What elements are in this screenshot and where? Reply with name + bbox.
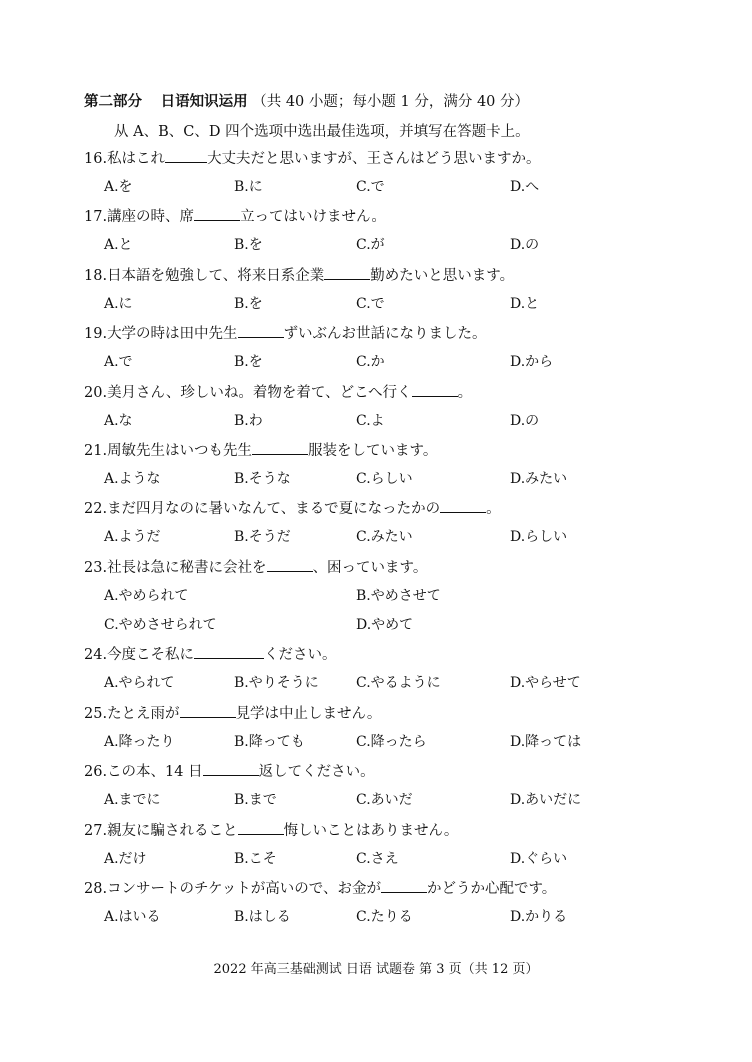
answer-option: D.らしい	[510, 529, 568, 546]
answer-option: B.やめさせて	[356, 587, 441, 604]
answer-option: D.から	[510, 354, 554, 371]
section-scoring: （共 40 小题；每小题 1 分，满分 40 分）	[252, 94, 529, 110]
answer-option: D.降っては	[510, 733, 582, 750]
question-stem	[84, 206, 386, 227]
question-number: 18.	[84, 267, 108, 284]
answer-option: C.やめさせられて	[104, 616, 217, 633]
question-text-after: 。	[486, 501, 501, 518]
question-text-before: 私はこれ	[107, 151, 166, 167]
question-stem	[84, 761, 375, 782]
question-number: 24.	[84, 647, 108, 664]
answer-blank	[194, 644, 264, 659]
option-row	[104, 177, 724, 197]
answer-option: D.やめて	[356, 616, 414, 633]
answer-option: D.かりる	[510, 908, 568, 925]
answer-option: B.そうな	[234, 470, 291, 487]
question-text-before: 今度こそ私に	[107, 647, 195, 664]
option-row	[104, 235, 724, 255]
answer-blank	[238, 323, 284, 338]
answer-option: D.やらせて	[510, 675, 581, 692]
answer-option: A.はいる	[104, 908, 161, 925]
question-text-before: 講座の時、席	[107, 209, 195, 226]
question-text-after: 。	[457, 384, 473, 401]
answer-blank	[194, 206, 240, 221]
question-text-before: 親友に騙されること	[107, 822, 238, 839]
answer-option: C.みたい	[356, 529, 413, 546]
answer-option: C.さえ	[356, 850, 399, 867]
answer-option: D.あいだに	[510, 792, 582, 809]
answer-option: B.に	[234, 179, 263, 195]
answer-option: B.を	[234, 237, 263, 254]
question-number: 28.	[84, 880, 108, 897]
answer-option: C.やるように	[356, 675, 441, 692]
question-number: 17.	[84, 209, 108, 226]
answer-blank	[412, 382, 458, 397]
question-stem	[84, 703, 381, 724]
answer-option: C.が	[356, 237, 385, 254]
option-row	[104, 411, 724, 431]
question-item	[84, 323, 724, 381]
answer-option: B.やりそうに	[234, 675, 319, 692]
question-text-before: 周敏先生はいつも先生	[107, 442, 253, 459]
option-row	[104, 907, 724, 927]
question-item	[84, 382, 724, 440]
answer-option: B.降っても	[234, 733, 305, 750]
answer-option: C.で	[356, 179, 385, 195]
question-stem	[84, 382, 472, 403]
question-item	[84, 557, 724, 645]
question-text-after: 服装をしています。	[308, 442, 438, 459]
question-text-after: 勤めたいと思います。	[370, 267, 515, 284]
option-row	[104, 469, 724, 489]
section-instruction: 从 A、B、C、D 四个选项中选出最佳选项，并填写在答题卡上。	[114, 124, 530, 140]
option-row	[104, 849, 724, 869]
answer-option: A.だけ	[104, 850, 147, 867]
option-row	[104, 352, 724, 372]
question-text-after: ずいぶんお世話になりました。	[283, 326, 487, 343]
question-number: 27.	[84, 822, 108, 839]
question-item	[84, 820, 724, 878]
question-text-before: コンサートのチケットが高いので、お金が	[107, 880, 381, 897]
question-text-after: 大丈夫だと思いますが、王さんはどう思いますか。	[207, 151, 541, 167]
answer-option: A.な	[104, 412, 133, 429]
answer-option: D.みたい	[510, 470, 568, 487]
section-part: 第二部分	[84, 93, 142, 110]
question-stem	[84, 440, 437, 461]
section-title: 日语知识运用	[160, 93, 248, 110]
answer-blank	[440, 498, 486, 513]
question-stem	[84, 878, 556, 899]
question-stem	[84, 557, 427, 578]
answer-option: C.らしい	[356, 470, 413, 487]
question-number: 23.	[84, 559, 108, 576]
question-item	[84, 148, 724, 206]
option-row	[104, 294, 724, 314]
option-row	[104, 790, 724, 810]
question-text-after: 見学は中止しません。	[235, 705, 382, 722]
question-text-after: 返してください。	[258, 764, 375, 781]
answer-blank	[180, 703, 236, 718]
answer-blank	[165, 148, 207, 163]
answer-option: B.はしる	[234, 908, 291, 925]
answer-option: B.そうだ	[234, 529, 291, 546]
answer-option: D.ぐらい	[510, 850, 568, 867]
answer-option: A.を	[104, 179, 133, 195]
question-item	[84, 703, 724, 761]
question-item	[84, 265, 724, 323]
answer-option: D.の	[510, 412, 540, 429]
answer-option: B.まで	[234, 792, 277, 809]
question-number: 21.	[84, 442, 108, 459]
option-row	[104, 586, 724, 636]
question-text-before: たとえ雨が	[107, 705, 180, 722]
question-text-before: 社長は急に秘書に会社を	[107, 559, 267, 576]
answer-blank	[267, 557, 313, 572]
option-row	[104, 732, 724, 752]
question-stem	[84, 323, 487, 344]
question-item	[84, 206, 724, 264]
question-number: 16.	[84, 151, 108, 167]
question-number: 26.	[84, 764, 108, 781]
question-item	[84, 761, 724, 819]
answer-option: D.へ	[510, 179, 540, 195]
question-stem	[84, 498, 501, 519]
answer-option: B.わ	[234, 412, 263, 429]
question-stem	[84, 148, 541, 169]
question-list	[84, 148, 724, 936]
answer-option: A.に	[104, 295, 133, 312]
question-text-after: 、困っています。	[312, 559, 428, 576]
answer-option: C.で	[356, 295, 385, 312]
question-text-after: ください。	[264, 647, 337, 664]
answer-option: B.こそ	[234, 850, 277, 867]
question-item	[84, 878, 724, 936]
section-heading	[84, 90, 529, 111]
question-stem	[84, 644, 337, 665]
question-item	[84, 498, 724, 556]
option-row	[104, 673, 724, 693]
question-number: 25.	[84, 705, 108, 722]
answer-option: A.ような	[104, 470, 161, 487]
question-item	[84, 440, 724, 498]
answer-option: A.やられて	[104, 675, 175, 692]
question-text-before: まだ四月なのに暑いなんて、まるで夏になったかの	[107, 501, 441, 518]
question-item	[84, 644, 724, 702]
page-footer: 2022 年高三基础测试 日语 试题卷 第 3 页（共 12 页）	[213, 962, 539, 977]
answer-option: A.ようだ	[104, 529, 161, 546]
question-text-after: 立ってはいけません。	[240, 209, 386, 226]
question-text-before: 大学の時は田中先生	[107, 326, 238, 343]
answer-option: A.までに	[104, 792, 161, 809]
answer-option: C.よ	[356, 412, 385, 429]
answer-option: B.を	[234, 295, 263, 312]
answer-option: A.やめられて	[104, 587, 189, 604]
question-text-before: 日本語を勉強して、将来日系企業	[107, 267, 325, 284]
question-number: 19.	[84, 326, 108, 343]
answer-blank	[252, 440, 308, 455]
question-stem	[84, 820, 458, 841]
question-stem	[84, 265, 514, 286]
question-text-after: かどうか心配です。	[426, 880, 557, 897]
answer-blank	[203, 761, 259, 776]
answer-option: A.降ったり	[104, 733, 175, 750]
answer-option: C.か	[356, 354, 385, 371]
answer-option: A.と	[104, 237, 133, 254]
answer-option: C.たりる	[356, 908, 413, 925]
answer-blank	[238, 820, 284, 835]
question-text-before: 美月さん、珍しいね。着物を着て、どこへ行く	[107, 384, 412, 401]
question-text-after: 悔しいことはありません。	[283, 822, 459, 839]
question-number: 20.	[84, 384, 108, 401]
answer-option: D.の	[510, 237, 540, 254]
question-number: 22.	[84, 501, 108, 518]
answer-blank	[324, 265, 370, 280]
option-row	[104, 527, 724, 547]
answer-option: B.を	[234, 354, 263, 371]
question-text-before: この本、14 日	[107, 764, 203, 781]
answer-option: C.降ったら	[356, 733, 427, 750]
answer-blank	[381, 878, 427, 893]
answer-option: C.あいだ	[356, 792, 413, 809]
answer-option: D.と	[510, 295, 540, 312]
answer-option: A.で	[104, 354, 133, 371]
